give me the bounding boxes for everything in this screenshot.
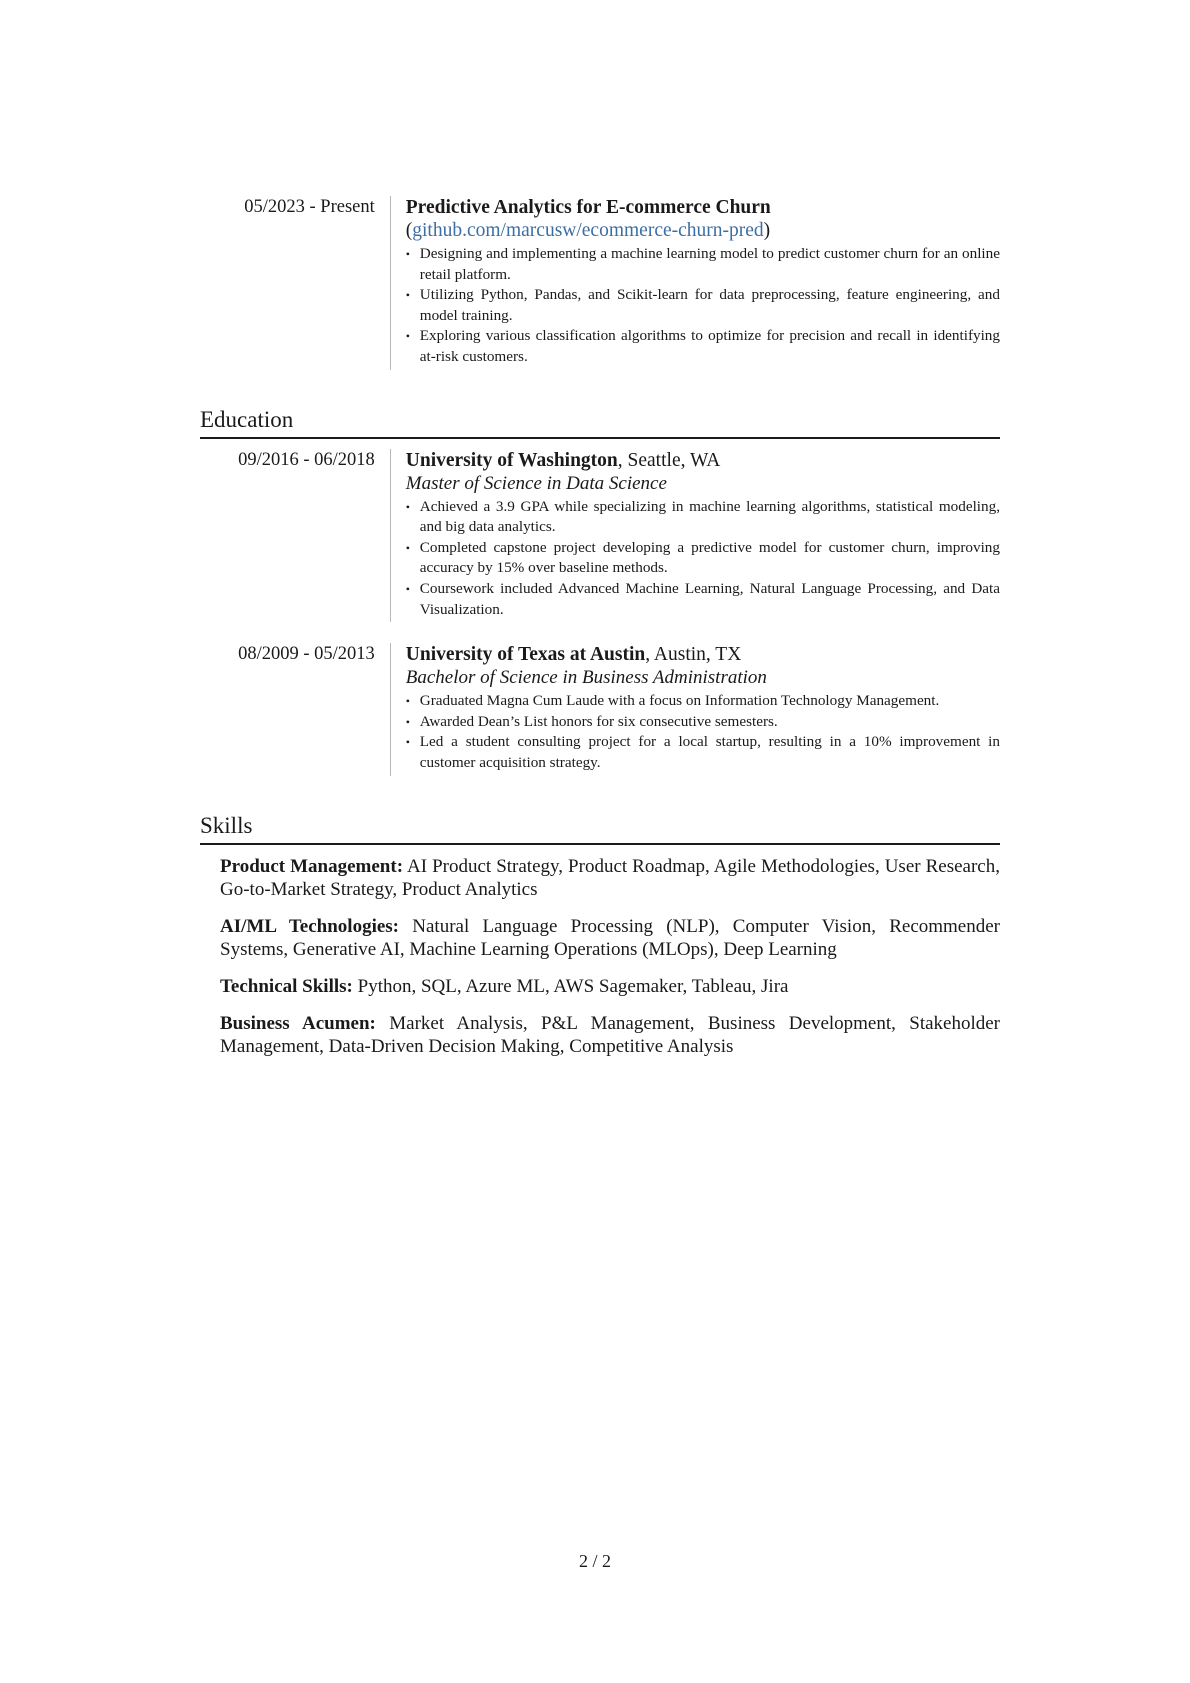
institution-name: University of Texas at Austin [405, 644, 646, 666]
project-link-close: ) [763, 220, 771, 241]
degree-name: Bachelor of Science in Business Administration [405, 667, 767, 689]
degree-name: Master of Science in Data Science [405, 472, 667, 494]
skill-text: Python, SQL, Azure ML, AWS Sagemaker, Tableau, Jira [352, 975, 789, 997]
project-title-line [406, 196, 1000, 242]
education-entry [200, 643, 1000, 775]
education-section [200, 406, 1000, 776]
bullet-item: • Utilizing Python, Pandas, and Scikit-learn for data preprocessing, feature engineering, and model training. [406, 285, 1000, 326]
project-link-open: ( [405, 220, 413, 241]
skill-label: Product Management: [220, 855, 404, 877]
education-body [390, 643, 1000, 775]
skills-list [200, 855, 1000, 1058]
bullet-item: • Graduated Magna Cum Laude with a focus on Information Technology Management. [406, 691, 1000, 712]
skill-item [220, 915, 1000, 961]
page-number: 2 / 2 [578, 1551, 611, 1571]
skill-item [220, 975, 1000, 998]
education-bullets [406, 497, 1000, 621]
skill-label: Technical Skills: [220, 975, 353, 997]
education-bullets [406, 691, 1000, 773]
education-title-line [406, 643, 1000, 666]
skill-label: AI/ML Technologies: [220, 915, 400, 937]
project-entry [200, 196, 1000, 370]
bullet-item: • Achieved a 3.9 GPA while specializing in machine learning algorithms, statistical modeling, and big data analytics. [406, 497, 1000, 538]
education-date: 09/2016 - 06/2018 [238, 449, 375, 470]
skill-text: Market Analysis, P&L Management, Business Development, Stakeholder Management, Data-Driven Decision Making, Competitive Analysis [220, 1012, 1000, 1057]
bullet-item: • Exploring various classification algorithms to optimize for precision and recall in identifying at-risk customers. [406, 326, 1000, 367]
project-date: 05/2023 - Present [244, 197, 375, 217]
education-heading: Education [200, 406, 1000, 439]
project-bullets [406, 244, 1000, 368]
education-title-line [406, 449, 1000, 472]
education-body [390, 449, 1000, 623]
project-title: Predictive Analytics for E-commerce Churn [405, 197, 771, 218]
education-entry [200, 449, 1000, 623]
education-date: 08/2009 - 05/2013 [238, 644, 375, 665]
skill-text: Natural Language Processing (NLP), Computer Vision, Recommender Systems, Generative AI, Machine Learning Operations (MLOps), Deep Learning [220, 915, 1001, 960]
bullet-item: • Designing and implementing a machine learning model to predict customer churn for an online retail platform. [406, 244, 1000, 285]
institution-location: , Seattle, WA [617, 449, 721, 471]
project-body [390, 196, 1000, 370]
skill-label: Business Acumen: [220, 1012, 376, 1034]
skills-section [200, 812, 1000, 1058]
skill-text: AI Product Strategy, Product Roadmap, Agile Methodologies, User Research, Go-to-Market Strategy, Product Analytics [220, 855, 1000, 900]
skills-heading: Skills [200, 812, 1000, 845]
bullet-item: • Awarded Dean’s List honors for six consecutive semesters. [406, 712, 1000, 733]
institution-location: , Austin, TX [645, 644, 742, 666]
bullet-item: • Led a student consulting project for a local startup, resulting in a 10% improvement in customer acquisition strategy. [406, 732, 1000, 773]
skill-item [220, 1012, 1000, 1058]
project-github-link[interactable]: github.com/marcusw/ecommerce-churn-pred [412, 220, 764, 241]
resume-page [200, 196, 1000, 1072]
bullet-item: • Coursework included Advanced Machine Learning, Natural Language Processing, and Data Visualization. [406, 579, 1000, 620]
skill-item [220, 855, 1000, 901]
bullet-item: • Completed capstone project developing a predictive model for customer churn, improving accuracy by 15% over baseline methods. [406, 538, 1000, 579]
institution-name: University of Washington [405, 449, 618, 471]
